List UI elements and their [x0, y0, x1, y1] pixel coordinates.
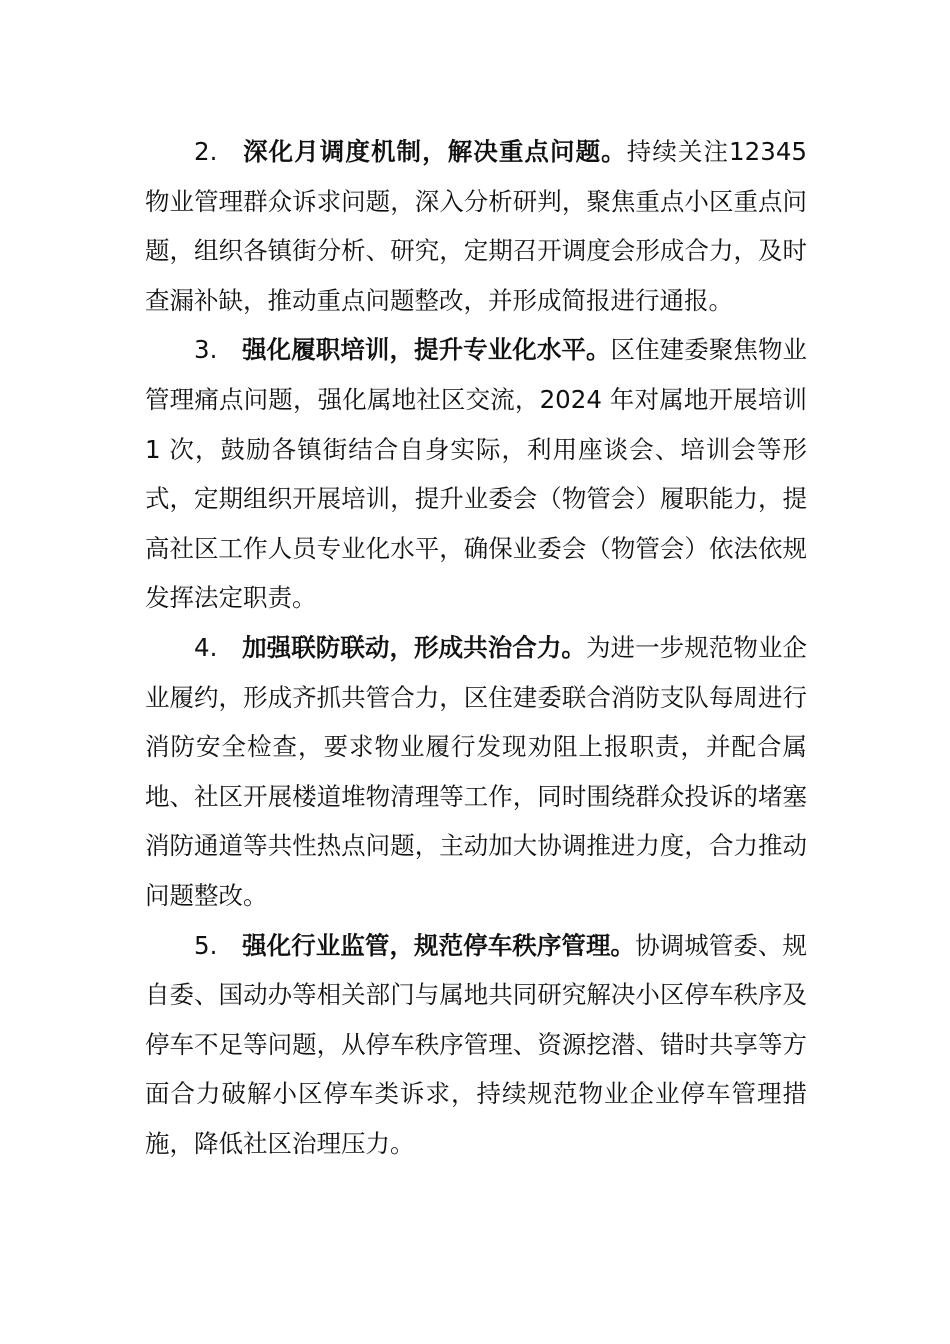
- item-body: 为进一步规范物业企业履约，形成齐抓共管合力，区住建委联合消防支队每周进行消防安全检查，要求物业履行发现劝阻上报职责，并配合属地、社区开展楼道堆物清理等工作，同时围绕群众投诉的堵塞消防通道等共性热点问题，主动加大协调推进力度，合力推动问题整改。: [145, 632, 808, 910]
- item-heading: 深化月调度机制，解决重点问题。: [242, 137, 627, 166]
- item-number: 5.: [194, 930, 218, 960]
- item-body: 区住建委聚焦物业管理痛点问题，强化属地社区交流，2024 年对属地开展培训 1 次，鼓励各镇街结合自身实际，利用座谈会、培训会等形式，定期组织开展培训，提升业委会（物管会）履职能力，提高社区工作人员专业化水平，确保业委会（物管会）依法依规发挥法定职责。: [145, 335, 808, 613]
- document-body: [145, 127, 807, 1168]
- item-body: 协调城管委、规自委、国动办等相关部门与属地共同研究解决小区停车秩序及停车不足等问题，从停车秩序管理、资源挖潜、错时共享等方面合力破解小区停车类诉求，持续规范物业企业停车管理措施，降低社区治理压力。: [145, 930, 807, 1158]
- item-number: 2.: [194, 137, 218, 166]
- item-heading: 强化行业监管，规范停车秩序管理。: [242, 930, 636, 960]
- paragraph-2: [145, 127, 807, 325]
- item-number: 4.: [194, 632, 218, 662]
- paragraph-4: [145, 623, 807, 921]
- paragraph-5: [145, 921, 807, 1169]
- paragraph-3: [145, 325, 807, 623]
- item-heading: 加强联防联动，形成共治合力。: [242, 632, 586, 662]
- item-heading: 强化履职培训，提升专业化水平。: [242, 335, 611, 365]
- item-body: 持续关注12345 物业管理群众诉求问题，深入分析研判，聚焦重点小区重点问题，组织各镇街分析、研究，定期召开调度会形成合力，及时查漏补缺，推动重点问题整改，并形成简报进行通报。: [145, 137, 807, 315]
- item-number: 3.: [194, 335, 218, 365]
